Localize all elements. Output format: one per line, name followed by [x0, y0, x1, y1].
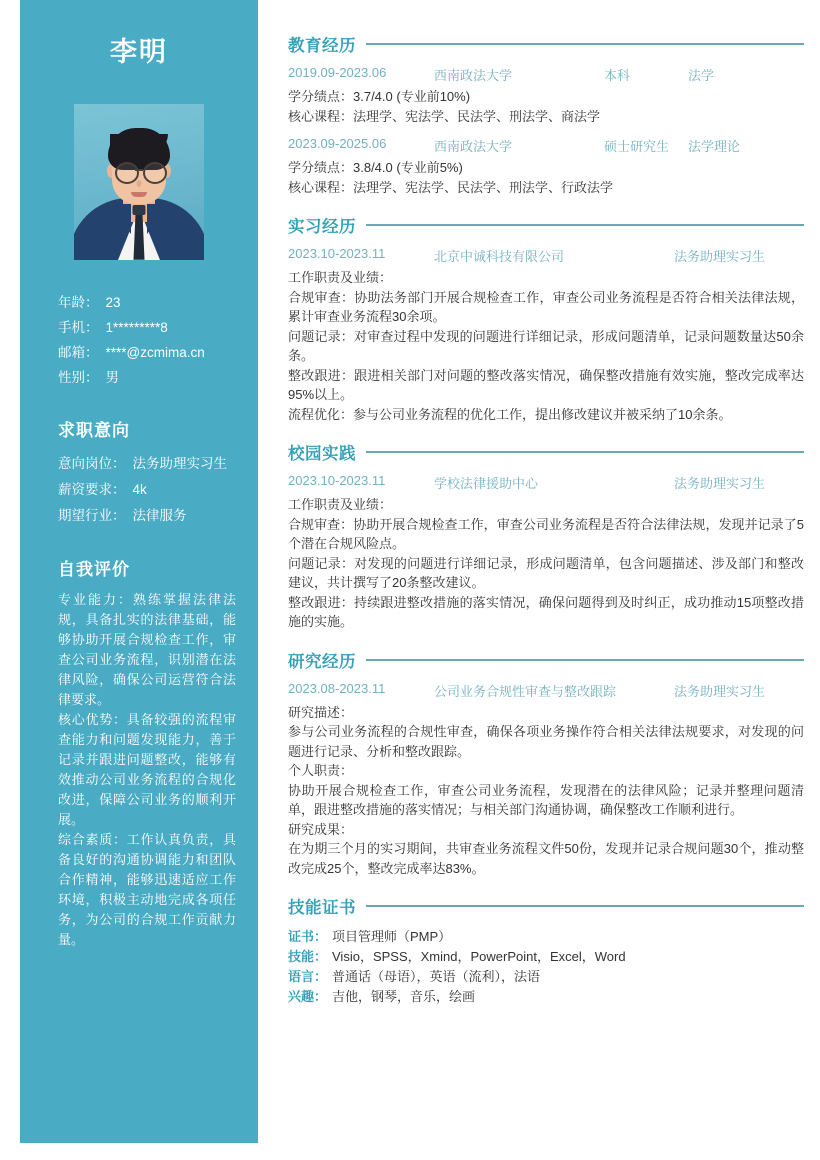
section-header-skills: [288, 894, 804, 918]
skills-row-certificate: [288, 927, 804, 947]
section-rule: [366, 451, 804, 453]
contact-item-age: [58, 290, 258, 315]
section-header-internship: [288, 213, 804, 237]
internship-line: 问题记录：对审查过程中发现的问题进行详细记录，形成问题清单，记录问题数量达50余条。: [288, 328, 804, 363]
self-evaluation-paragraph: 综合素质：工作认真负责，具备良好的沟通协调能力和团队合作精神，能够迅速适应工作环境，积极主动地完成各项任务，为公司的合规工作贡献力量。: [58, 831, 236, 947]
education-gpa: 学分绩点：3.7/4.0 (专业前10%): [288, 89, 471, 104]
contact-value-gender: 男: [105, 369, 119, 385]
campus-organization: 学校法律援助中心: [434, 476, 539, 491]
education-courses: 核心课程：法理学、宪法学、民法学、刑法学、商法学: [288, 108, 601, 124]
job-intent-value-position: 法务助理实习生: [132, 455, 227, 471]
section-rule: [366, 905, 804, 907]
contact-label-age: 年龄：: [58, 294, 99, 310]
research-entry-header: [288, 681, 804, 700]
candidate-name: 李明: [110, 37, 168, 67]
section-title-skills: 技能证书: [288, 899, 356, 917]
research-line: 参与公司业务流程的合规性审查，确保各项业务操作符合相关法律法规要求，对发现的问题进行记录、分析和整改跟踪。: [288, 724, 804, 759]
job-intent-list: [58, 451, 236, 529]
section-title-education: 教育经历: [288, 37, 356, 55]
research-line: 研究描述：: [288, 704, 354, 720]
education-entry-header: [288, 136, 804, 155]
internship-role: 法务助理实习生: [674, 249, 766, 264]
skills-value-software: Visio，SPSS，Xmind，PowerPoint，Excel，Word: [332, 949, 626, 964]
contact-label-phone: 手机：: [58, 319, 99, 335]
section-rule: [366, 43, 804, 45]
section-title-research: 研究经历: [288, 652, 356, 671]
education-major: 法学: [688, 68, 715, 83]
section-header-education: [288, 32, 804, 56]
job-intent-item-industry: [58, 503, 236, 529]
portrait-glasses-right: [143, 162, 167, 184]
skills-label-software: 技能：: [288, 949, 328, 964]
campus-entry: [288, 473, 804, 632]
research-line: 研究成果：: [288, 821, 354, 837]
section-title-campus-practice: 校园实践: [288, 445, 356, 463]
education-degree: 本科: [604, 68, 631, 83]
contact-value-email: ****@zcmima.cn: [105, 344, 205, 360]
education-school: 西南政法大学: [434, 139, 513, 154]
skills-value-interest: 吉他，钢琴，音乐，绘画: [332, 989, 476, 1004]
contact-label-email: 邮箱：: [58, 344, 99, 360]
campus-line: 整改跟进：持续跟进整改措施的落实情况，确保问题得到及时纠正，成功推动15项整改措施的实施。: [288, 594, 804, 629]
education-entry: [288, 65, 804, 126]
campus-line: 合规审查：协助开展合规检查工作，审查公司业务流程是否符合法律法规，发现并记录了5个潜在合规风险点。: [288, 516, 804, 551]
skills-value-certificate: 项目管理师（PMP）: [332, 929, 452, 944]
education-major: 法学理论: [688, 139, 741, 154]
research-line: 个人职责：: [288, 763, 354, 778]
job-intent-item-position: [58, 451, 236, 477]
education-entry: [288, 136, 804, 197]
job-intent-value-salary: 4k: [132, 481, 147, 497]
portrait-nose: [137, 180, 142, 187]
portrait-glasses-bridge: [135, 169, 143, 171]
campus-entry-header: [288, 473, 804, 492]
research-project: 公司业务合规性审查与整改跟踪: [434, 683, 617, 699]
section-title-internship: 实习经历: [288, 218, 356, 236]
section-header-campus-practice: [288, 440, 804, 464]
education-school: 西南政法大学: [434, 68, 513, 83]
self-evaluation-paragraph: 核心优势：具备较强的流程审查能力和问题发现能力，善于记录并跟进问题整改，能够有效推动公司业务流程的合规化改进，保障公司业务的顺利开展。: [58, 711, 236, 827]
internship-company: 北京中诚科技有限公司: [434, 249, 565, 264]
internship-line: 整改跟进：跟进相关部门对问题的整改落实情况，确保整改措施有效实施，整改完成率达95%以上。: [288, 367, 804, 402]
research-line: 在为期三个月的实习期间，共审查业务流程文件50份，发现并记录合规问题30个，推动整改完成25个，整改完成率达83%。: [288, 841, 804, 876]
internship-line: 合规审查：协助法务部门开展合规检查工作，审查公司业务流程是否符合相关法律法规，累计审查业务流程30余项。: [288, 289, 804, 324]
education-degree: 硕士研究生: [604, 139, 670, 154]
internship-line: 流程优化：参与公司业务流程的优化工作，提出修改建议并被采纳了10余条。: [288, 406, 732, 422]
campus-line: 问题记录：对发现的问题进行详细记录，形成问题清单，包含问题描述、涉及部门和整改建议，共计撰写了20条整改建议。: [288, 555, 804, 590]
research-role: 法务助理实习生: [674, 683, 766, 699]
education-gpa: 学分绩点：3.8/4.0 (专业前5%): [288, 160, 463, 175]
section-internship: [288, 213, 804, 424]
campus-date: 2023.10-2023.11: [288, 473, 386, 488]
education-courses: 核心课程：法理学、宪法学、民法学、刑法学、行政法学: [288, 179, 614, 195]
job-intent-label-industry: 期望行业：: [58, 507, 126, 523]
education-entry-header: [288, 65, 804, 84]
sidebar: [20, 0, 258, 1143]
job-intent-label-position: 意向岗位：: [58, 455, 126, 471]
skills-row-language: [288, 967, 804, 987]
section-header-research: [288, 648, 804, 672]
skills-label-language: 语言：: [288, 969, 328, 984]
portrait-collar-right: [147, 204, 169, 234]
research-entry: [288, 681, 804, 879]
section-skills-certificates: [288, 894, 804, 1007]
contact-item-phone: [58, 315, 258, 340]
portrait-tie-knot: [133, 205, 146, 215]
internship-line: 工作职责及业绩：: [288, 270, 393, 285]
research-line: 协助开展合规检查工作，审查公司业务流程，发现潜在的法律风险；记录并整理问题清单，跟进整改措施的落实情况；与相关部门沟通协调，确保整改工作顺利进行。: [288, 782, 804, 817]
avatar: [74, 104, 204, 260]
research-date: 2023.08-2023.11: [288, 680, 386, 696]
contact-item-email: [58, 340, 258, 365]
portrait-mouth: [131, 192, 147, 197]
internship-entry: [288, 246, 804, 424]
internship-date: 2023.10-2023.11: [288, 246, 386, 261]
section-title-self-evaluation: 自我评价: [58, 559, 130, 579]
self-evaluation-paragraph: 专业能力：熟练掌握法律法规，具备扎实的法律基础，能够协助开展合规检查工作，审查公司业务流程，识别潜在法律风险，确保公司运营符合法律要求。: [58, 591, 236, 707]
skills-label-interest: 兴趣：: [288, 989, 328, 1004]
job-intent-item-salary: [58, 477, 236, 503]
job-intent-label-salary: 薪资要求：: [58, 481, 126, 497]
contact-label-gender: 性别：: [58, 369, 99, 385]
campus-role: 法务助理实习生: [674, 476, 766, 491]
education-date: 2023.09-2025.06: [288, 136, 387, 151]
skills-value-language: 普通话（母语），英语（流利），法语: [332, 969, 541, 984]
main-content: [288, 0, 804, 1023]
contact-list: [58, 290, 258, 390]
job-intent-value-industry: 法律服务: [132, 507, 187, 523]
contact-value-age: 23: [105, 294, 121, 310]
portrait-glasses-left: [115, 162, 139, 184]
skills-row-interest: [288, 987, 804, 1007]
internship-entry-header: [288, 246, 804, 265]
education-date: 2019.09-2023.06: [288, 65, 387, 80]
section-research: [288, 648, 804, 879]
section-title-job-intent: 求职意向: [58, 420, 130, 440]
contact-value-phone: 1*********8: [105, 319, 168, 335]
section-rule: [366, 659, 804, 661]
campus-line: 工作职责及业绩：: [288, 497, 393, 512]
skills-label-certificate: 证书：: [288, 929, 328, 944]
portrait-collar-left: [109, 204, 131, 234]
section-education: [288, 32, 804, 197]
self-evaluation-body: [58, 590, 236, 950]
skills-row-software: [288, 947, 804, 967]
section-campus-practice: [288, 440, 804, 632]
section-rule: [366, 224, 804, 226]
contact-item-gender: [58, 365, 258, 390]
